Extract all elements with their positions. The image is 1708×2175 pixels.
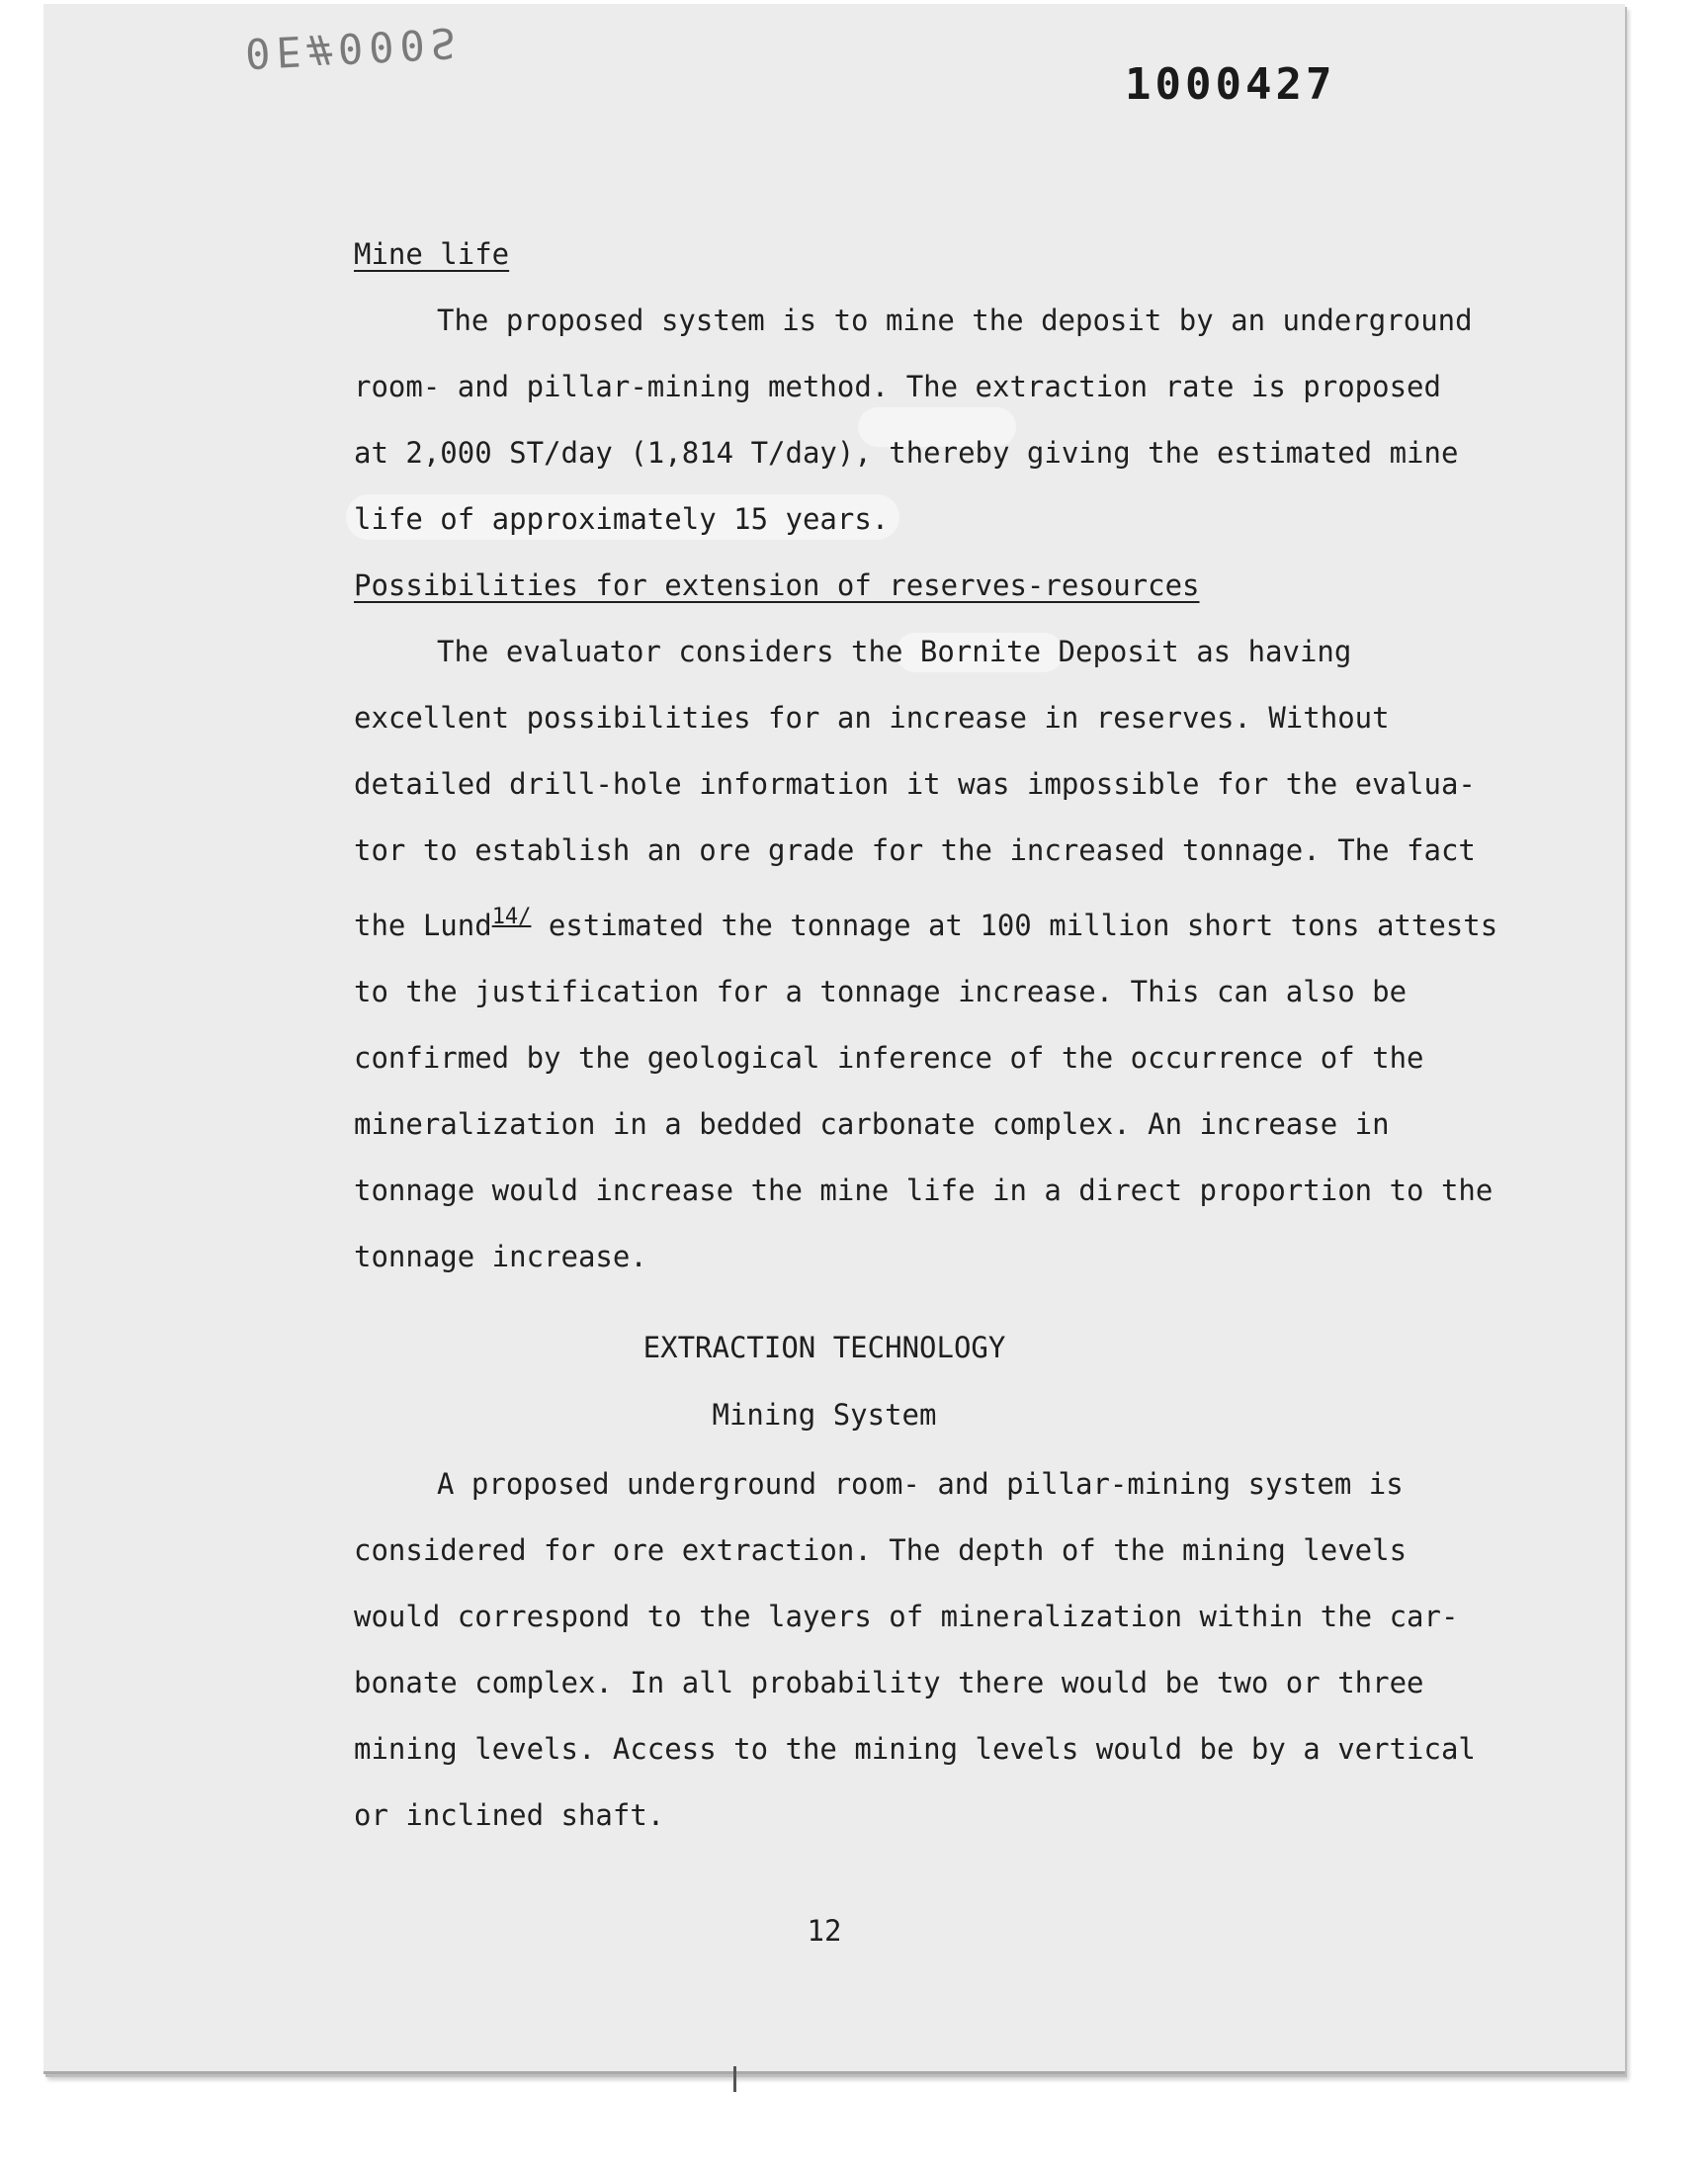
paragraph-line: at 2,000 ST/day (1,814 T/day), thereby giving the estimated mine (354, 436, 1459, 470)
binding-mark (733, 2066, 736, 2092)
section-heading-extension: Possibilities for extension of reserves-resources (354, 568, 1200, 602)
paragraph-line-lund: the Lund$^{14/}$ estimated the tonnage at 100 million short tons attests (354, 905, 1498, 942)
footnote-reference: 14/ (491, 905, 532, 929)
paragraph-line: mineralization in a bedded carbonate complex. An increase in (354, 1107, 1390, 1141)
paragraph-line: excellent possibilities for an increase in reserves. Without (354, 701, 1390, 735)
paragraph-line: tor to establish an ore grade for the increased tonnage. The fact (354, 833, 1476, 867)
document-number-stamp: 1000427 (1125, 59, 1336, 110)
archive-stamp-top-left: 0E#000S (243, 18, 464, 78)
page-number: 12 (807, 1914, 842, 1948)
paragraph-line: The proposed system is to mine the deposit by an underground (437, 304, 1473, 337)
paragraph-line: tonnage increase. (354, 1240, 647, 1273)
paragraph-line: detailed drill-hole information it was impossible for the evalua- (354, 767, 1476, 801)
paragraph-line: or inclined shaft. (354, 1798, 665, 1832)
section-title-extraction-technology: EXTRACTION TECHNOLOGY (642, 1331, 1006, 1364)
paragraph-line: tonnage would increase the mine life in a direct proportion to the (354, 1174, 1494, 1207)
mine-life-section (354, 221, 1498, 1290)
paragraph-line: confirmed by the geological inference of the occurrence of the (354, 1041, 1424, 1075)
mining-system-section (354, 1451, 1481, 1849)
paragraph-line: The evaluator considers the Bornite Deposit as having (437, 635, 1352, 668)
subsection-title-mining-system: Mining System (712, 1398, 937, 1432)
paragraph-line: life of approximately 15 years. (354, 502, 890, 536)
paragraph-line: to the justification for a tonnage increase. This can also be (354, 975, 1408, 1008)
section-heading-mine-life: Mine life (354, 237, 510, 271)
paragraph-line: room- and pillar-mining method. The extraction rate is proposed (354, 370, 1441, 403)
paragraph-line: A proposed underground room- and pillar-mining system is (437, 1467, 1404, 1501)
paragraph-line: would correspond to the layers of mineralization within the car- (354, 1600, 1459, 1633)
paragraph-line: considered for ore extraction. The depth of the mining levels (354, 1533, 1408, 1567)
paragraph-line: bonate complex. In all probability there would be two or three (354, 1666, 1424, 1699)
paragraph-line: mining levels. Access to the mining levels would be by a vertical (354, 1732, 1476, 1766)
